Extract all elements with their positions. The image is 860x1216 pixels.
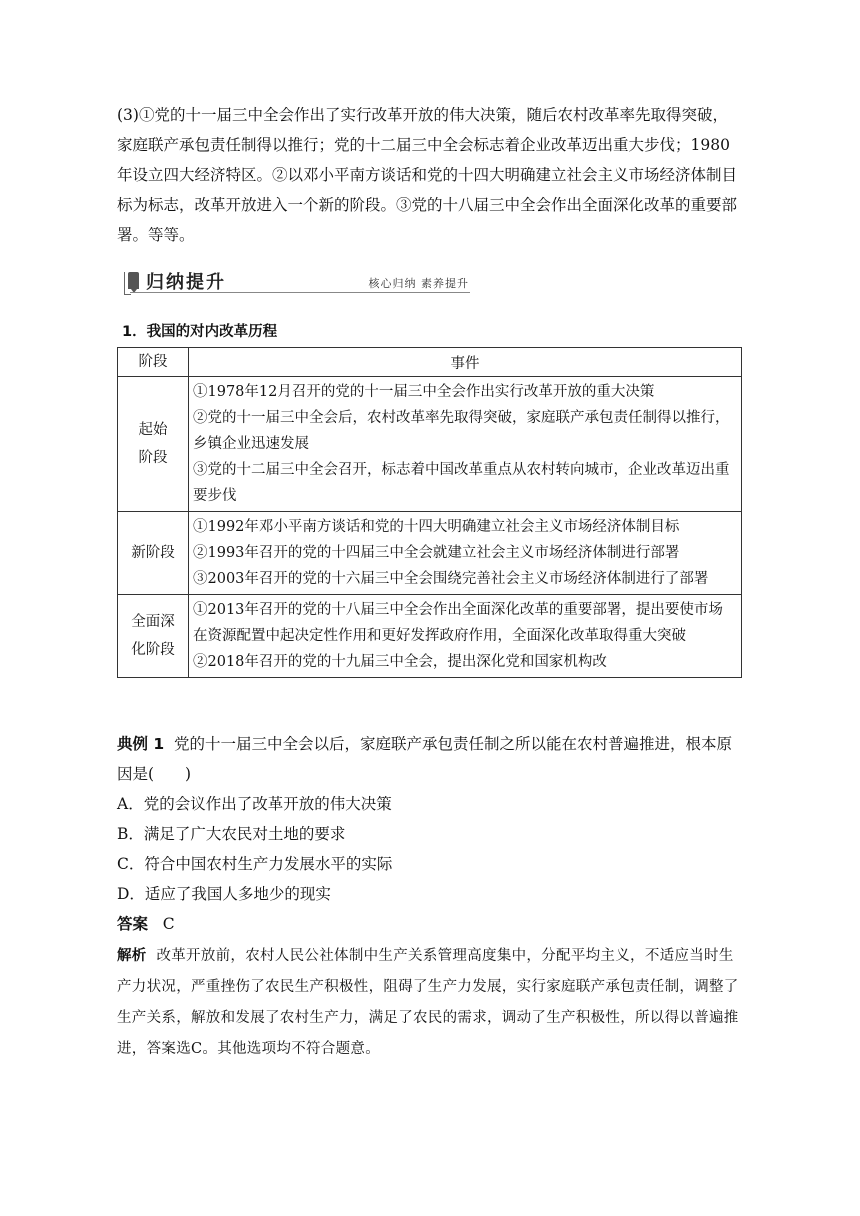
table-row xyxy=(118,377,742,512)
stage-label: 阶段 xyxy=(138,450,168,466)
event-item: ③党的十二届三中全会召开，标志着中国改革重点从农村转向城市，企业改革迈出重要步伐 xyxy=(193,462,730,504)
stage-label: 新阶段 xyxy=(131,545,175,561)
event-item: ①2013年召开的党的十八届三中全会作出全面深化改革的重要部署，提出要使市场在资源配置中起决定性作用和更好发挥政府作用，全面深化改革取得重大突破 xyxy=(193,602,723,644)
table-row xyxy=(118,512,742,595)
answer-value: C xyxy=(162,915,175,933)
event-item: ③2003年召开的党的十六届三中全会围绕完善社会主义市场经济体制进行了部署 xyxy=(193,571,709,587)
section-banner xyxy=(124,268,471,296)
example-label: 典例 1 xyxy=(117,735,165,753)
reform-history-table xyxy=(117,347,742,678)
analysis-text: 改革开放前，农村人民公社体制中生产关系管理高度集中，分配平均主义，不适应当时生产力状况，严重挫伤了农民生产积极性，阻碍了生产力发展，实行家庭联产承包责任制，调整了生产关系，解放和发展了农村生产力，满足了农民的需求，调动了生产积极性，所以得以普遍推进，答案选C。其他选项均不符合题意。 xyxy=(117,948,739,1057)
stage-label: 起始 xyxy=(138,422,168,438)
events-cell xyxy=(189,512,742,595)
event-item: ②党的十一届三中全会后，农村改革率先取得突破，家庭联产承包责任制得以推行，乡镇企业迅速发展 xyxy=(193,410,730,452)
header-stage: 阶段 xyxy=(118,348,189,377)
stage-cell xyxy=(118,595,189,678)
banner-subtitle: 核心归纳 素养提升 xyxy=(368,277,469,290)
event-item: ②2018年召开的党的十九届三中全会，提出深化党和国家机构改 xyxy=(193,654,607,670)
event-item: ②1993年召开的党的十四届三中全会就建立社会主义市场经济体制进行部署 xyxy=(193,545,680,561)
stage-cell xyxy=(118,512,189,595)
analysis-paragraph xyxy=(117,941,743,1065)
stage-cell xyxy=(118,377,189,512)
stage-label: 全面深 xyxy=(131,614,175,630)
table-row xyxy=(118,595,742,678)
question-text: 党的十一届三中全会以后，家庭联产承包责任制之所以能在农村普遍推进，根本原因是( ) xyxy=(117,735,733,783)
banner-title: 归纳提升 xyxy=(146,272,226,293)
option-b: B．满足了广大农民对土地的要求 xyxy=(117,825,346,843)
banner-divider xyxy=(130,292,470,293)
option-d: D．适应了我国人多地少的现实 xyxy=(117,885,331,903)
example-block xyxy=(117,729,743,1065)
table-header-row xyxy=(118,348,742,377)
event-item: ①1992年邓小平南方谈话和党的十四大明确建立社会主义市场经济体制目标 xyxy=(193,519,680,535)
stage-label: 化阶段 xyxy=(131,642,175,658)
answer-label: 答案 xyxy=(117,915,149,933)
events-cell xyxy=(189,595,742,678)
option-a: A．党的会议作出了改革开放的伟大决策 xyxy=(117,795,392,813)
option-c: C．符合中国农村生产力发展水平的实际 xyxy=(117,855,393,873)
answer-line xyxy=(117,909,743,939)
pencil-icon xyxy=(128,272,139,289)
example-question xyxy=(117,729,743,789)
events-cell xyxy=(189,377,742,512)
event-item: ①1978年12月召开的党的十一届三中全会作出实行改革开放的重大决策 xyxy=(193,384,655,400)
table-heading: 1．我国的对内改革历程 xyxy=(122,324,278,340)
header-events: 事件 xyxy=(189,348,742,377)
intro-paragraph: (3)①党的十一届三中全会作出了实行改革开放的伟大决策，随后农村改革率先取得突破，家庭联产承包责任制得以推行；党的十二届三中全会标志着企业改革迈出重大步伐；1980年设立四大经济特区。②以邓小平南方谈话和党的十四大明确建立社会主义市场经济体制目标为标志，改革开放进入一个新的阶段。③党的十八届三中全会作出全面深化改革的重要部署。等等。 xyxy=(117,106,738,244)
analysis-label: 解析 xyxy=(117,948,147,964)
